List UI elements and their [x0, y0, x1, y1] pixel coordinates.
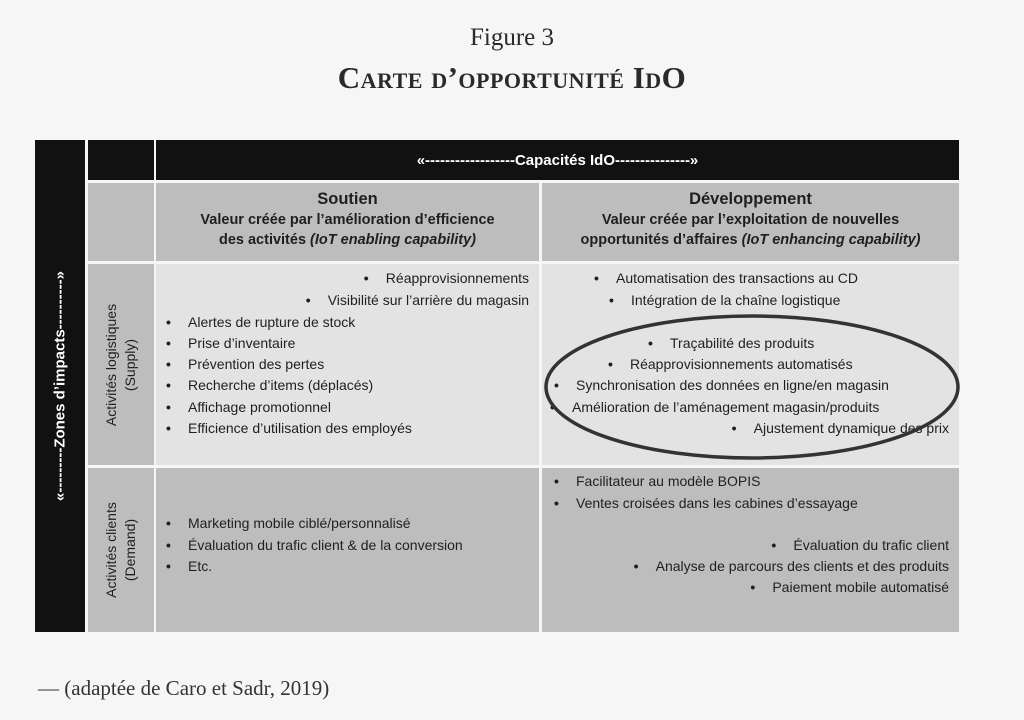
list-item: • Synchronisation des données en ligne/en magasin	[554, 376, 889, 394]
list-item: • Prise d’inventaire	[166, 334, 295, 352]
developpement-desc-prefix: opportunités d’affaires	[580, 232, 742, 248]
list-item: • Visibilité sur l’arrière du magasin	[306, 291, 529, 309]
list-item: • Amélioration de l’aménagement magasin/produits	[550, 398, 879, 416]
row-label-demand	[88, 468, 154, 632]
soutien-desc-italic: (IoT enabling capability)	[310, 232, 477, 248]
column-header-developpement	[542, 183, 959, 261]
list-item: • Analyse de parcours des clients et des produits	[634, 557, 949, 575]
cell-demand-soutien	[156, 468, 539, 632]
column-header-soutien	[156, 183, 539, 261]
developpement-desc-italic: (IoT enhancing capability)	[741, 232, 921, 248]
supply-label-line2: (Supply)	[122, 338, 138, 391]
demand-label-line2: (Demand)	[122, 518, 138, 582]
header-corner	[88, 140, 154, 180]
list-item: • Intégration de la chaîne logistique	[609, 291, 840, 309]
list-item: • Ajustement dynamique des prix	[732, 419, 949, 437]
list-item: • Etc.	[166, 557, 212, 575]
soutien-desc-line1: Valeur créée par l’amélioration d’efficience	[200, 212, 495, 228]
list-item: • Prévention des pertes	[166, 355, 324, 373]
developpement-desc-line2	[542, 230, 959, 250]
list-item: • Évaluation du trafic client & de la conversion	[166, 536, 463, 554]
list-item: • Évaluation du trafic client	[771, 536, 949, 554]
figure-source: — (adaptée de Caro et Sadr, 2019)	[38, 676, 330, 700]
cell-supply-soutien	[156, 264, 539, 465]
list-item: • Réapprovisionnements automatisés	[608, 355, 853, 373]
zones-impacts-label: «---------Zones d’impacts----------»	[51, 271, 69, 501]
list-item: • Automatisation des transactions au CD	[594, 269, 858, 287]
soutien-desc-prefix: des activités	[218, 232, 311, 248]
capacites-label: «------------------Capacités IdO---------------»	[416, 151, 699, 169]
developpement-desc-line1: Valeur créée par l’exploitation de nouvelles	[601, 212, 900, 228]
list-item: • Facilitateur au modèle BOPIS	[554, 472, 760, 490]
list-item: • Recherche d’items (déplacés)	[166, 376, 373, 394]
column-header-corner	[88, 183, 154, 261]
developpement-title: Développement	[689, 190, 812, 208]
supply-label-line1: Activités logistiques	[103, 303, 119, 426]
demand-label-line1: Activités clients	[103, 502, 119, 598]
list-item: • Alertes de rupture de stock	[166, 313, 355, 331]
figure-title: Carte d’opportunité IdO	[337, 60, 687, 95]
row-label-supply	[88, 264, 154, 465]
list-item: • Traçabilité des produits	[648, 334, 814, 352]
list-item: • Affichage promotionnel	[166, 398, 331, 416]
zones-impacts-bar	[35, 140, 85, 632]
supply-label	[102, 303, 140, 425]
demand-label	[102, 502, 140, 598]
soutien-desc-line2	[156, 230, 539, 250]
list-item: • Marketing mobile ciblé/personnalisé	[166, 514, 411, 532]
cell-demand-developpement	[542, 468, 959, 632]
list-item: • Ventes croisées dans les cabines d’essayage	[554, 494, 858, 512]
list-item: • Réapprovisionnements	[364, 269, 529, 287]
opportunity-map	[35, 140, 959, 632]
soutien-title: Soutien	[317, 190, 378, 208]
figure-label: Figure 3	[469, 24, 555, 51]
capacites-header	[156, 140, 959, 180]
list-item: • Paiement mobile automatisé	[750, 578, 949, 596]
cell-supply-developpement	[542, 264, 959, 465]
list-item: • Efficience d’utilisation des employés	[166, 419, 412, 437]
